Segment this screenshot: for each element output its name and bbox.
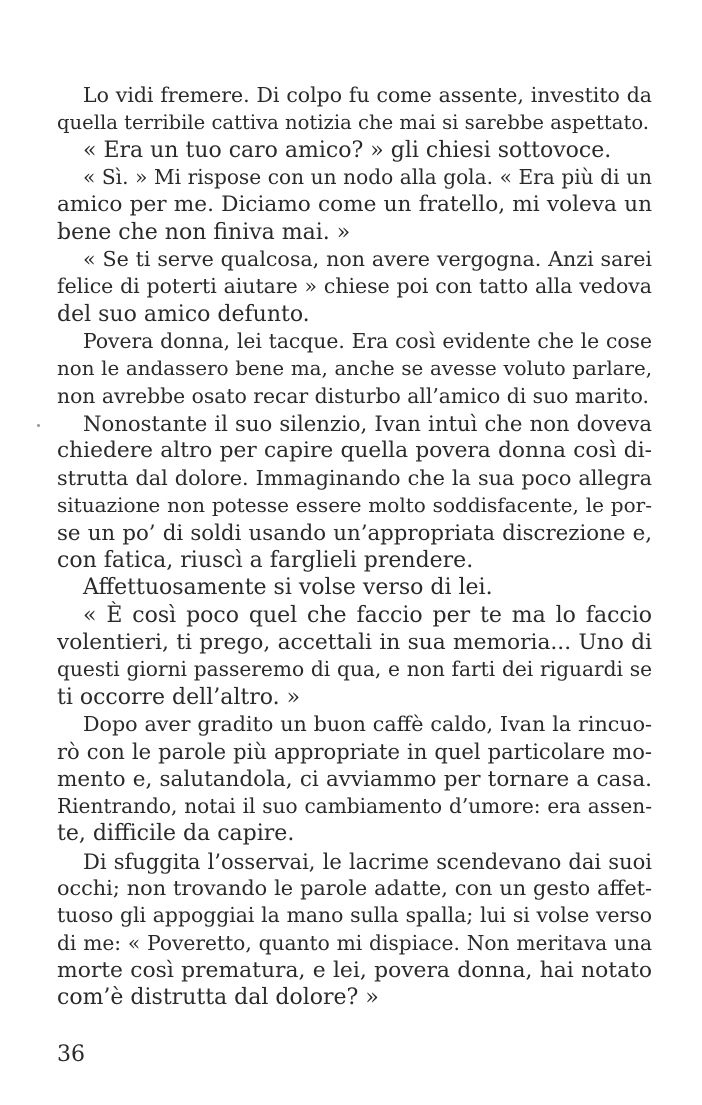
text-line: Nonostante il suo silenzio, Ivan intuì che non doveva	[83, 411, 652, 437]
text-line: « Se ti serve qualcosa, non avere vergogna. Anzi sarei	[83, 247, 652, 272]
text-line: « È così poco quel che faccio per te ma lo faccio	[83, 602, 652, 628]
text-line: mento e, salutandola, ci avviammo per tornare a casa.	[57, 766, 652, 792]
text-line: Di sfuggita l’osservai, le lacrime scendevano dai suoi	[83, 848, 652, 874]
text-line: non avrebbe osato recar disturbo all’amico di suo marito.	[57, 383, 649, 408]
text-line: occhi; non trovando le parole adatte, con un gesto affet-	[57, 875, 652, 900]
body-text	[57, 82, 652, 1012]
text-line: tuoso gli appoggiai la mano sulla spalla; lui si volse verso	[57, 903, 652, 928]
text-line: se un po’ di soldi usando un’appropriata discrezione e,	[57, 520, 652, 546]
text-line: « Sì. » Mi rispose con un nodo alla gola. « Era più di un	[83, 165, 652, 190]
text-line: del suo amico defunto.	[57, 301, 310, 327]
text-line: chiedere altro per capire quella povera donna così di-	[57, 438, 652, 464]
page-number: 36	[57, 1042, 85, 1067]
text-line: ti occorre dell’altro. »	[57, 684, 301, 710]
text-line: Dopo aver gradito un buon caffè caldo, Ivan la rincuo-	[83, 711, 652, 736]
text-line: bene che non finiva mai. »	[57, 219, 351, 245]
text-line: con fatica, riuscì a farglieli prendere.	[57, 547, 474, 573]
text-line: situazione non potesse essere molto soddisfacente, le por-	[57, 493, 652, 518]
text-line: « Era un tuo caro amico? » gli chiesi sottovoce.	[83, 137, 612, 163]
text-line: Rientrando, notai il suo cambiamento d’umore: era assen-	[57, 793, 652, 818]
text-line: Povera donna, lei tacque. Era così evidente che le cose	[83, 329, 652, 354]
text-line: felice di poterti aiutare » chiese poi con tatto alla vedova	[57, 274, 652, 299]
text-line: di me: « Poveretto, quanto mi dispiace. Non meritava una	[57, 930, 652, 955]
text-line: non le andassero bene ma, anche se avesse voluto parlare,	[57, 357, 652, 381]
text-line: strutta dal dolore. Immaginando che la sua poco allegra	[57, 465, 652, 490]
text-line: com’è distrutta dal dolore? »	[57, 985, 379, 1011]
text-line: quella terribile cattiva notizia che mai si sarebbe aspettato.	[57, 111, 649, 135]
text-line: Affettuosamente si volse verso di lei.	[83, 575, 493, 601]
text-line: rò con le parole più appropriate in quel particolare mo-	[57, 739, 652, 765]
margin-speck	[37, 424, 40, 427]
text-line: morte così prematura, e lei, povera donna, hai notato	[57, 958, 652, 983]
text-line: amico per me. Diciamo come un fratello, mi voleva un	[57, 192, 652, 218]
text-line: Lo vidi fremere. Di colpo fu come assente, investito da	[83, 83, 652, 107]
text-line: volentieri, ti prego, accettali in sua memoria... Uno di	[57, 629, 652, 655]
text-line: questi giorni passeremo di qua, e non farti dei riguardi se	[57, 657, 652, 682]
text-line: te, difficile da capire.	[57, 821, 295, 847]
